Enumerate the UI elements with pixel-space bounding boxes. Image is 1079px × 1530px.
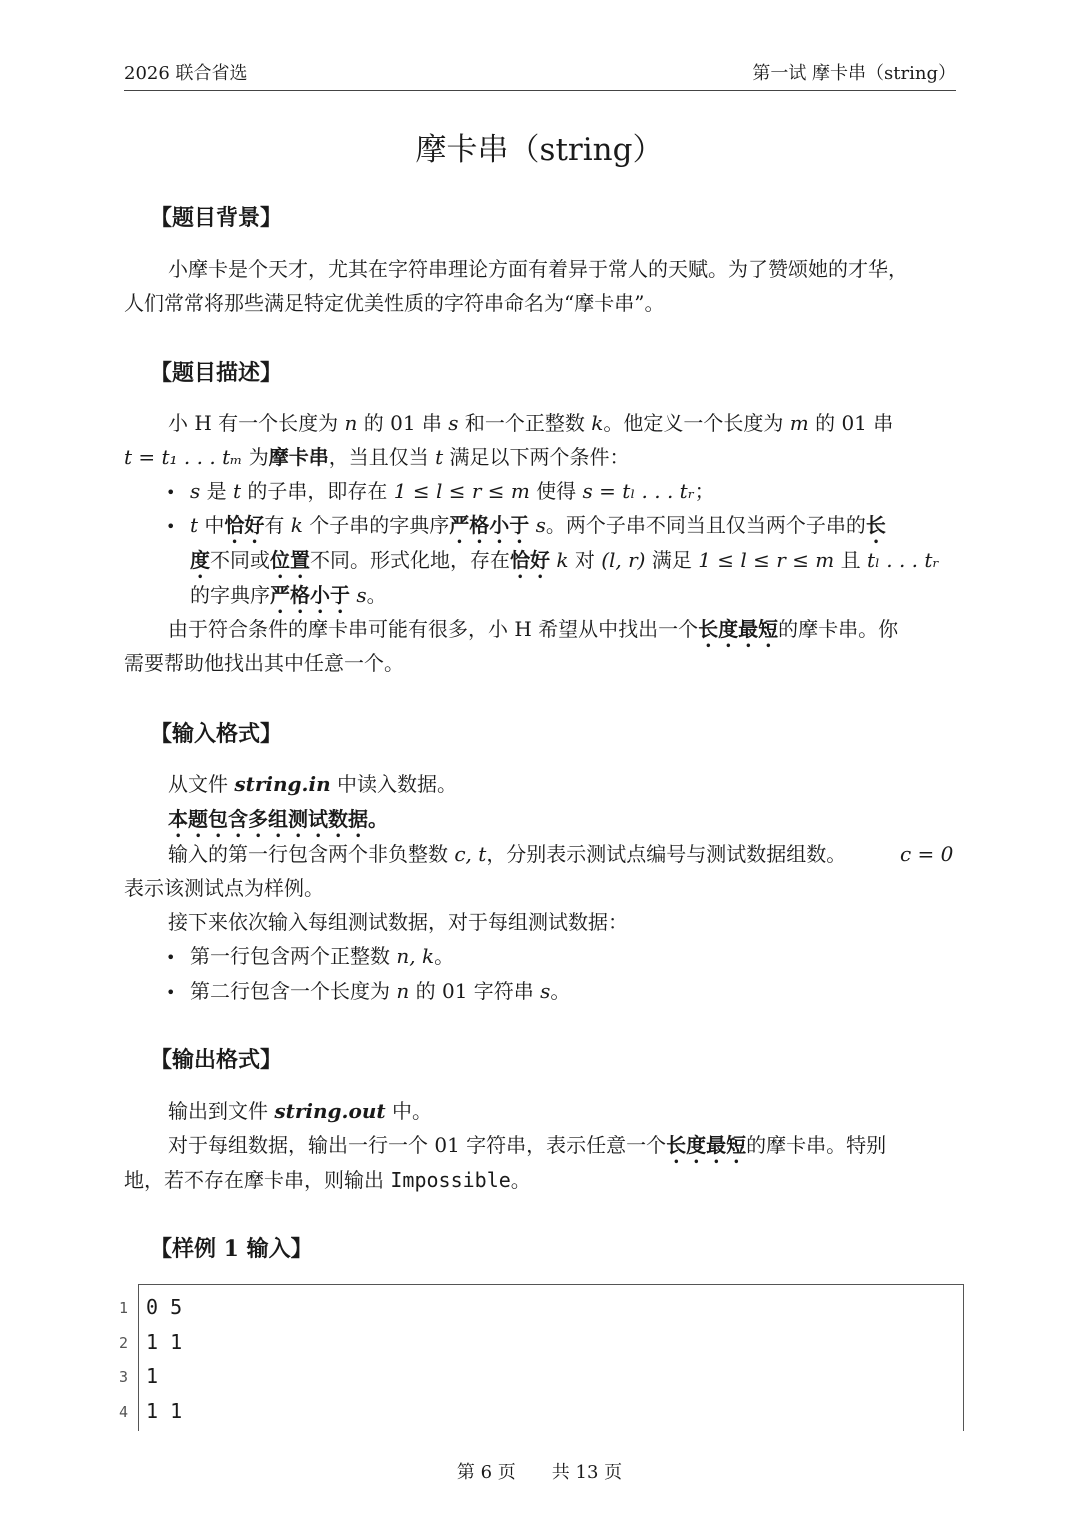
bullet-icon: • — [166, 517, 176, 536]
bullet-icon: • — [166, 483, 176, 502]
section-heading-input: 【输入格式】 — [150, 721, 283, 747]
input-bullet-2: 第二行包含一个长度为 n 的 01 字符串 s。 — [190, 979, 571, 1003]
description-bullet-2-line-3: 的字典序严格小于 s。 — [190, 583, 387, 607]
sample-code-box — [138, 1284, 964, 1431]
description-line-4: 需要帮助他找出其中任意一个。 — [124, 651, 404, 675]
line-number: 1 — [118, 1299, 128, 1317]
code-line: 0 5 — [146, 1295, 183, 1319]
code-line: 1 1 — [146, 1330, 183, 1354]
description-line-2: t = t₁ . . . tₘ 为摩卡串，当且仅当 t 满足以下两个条件： — [124, 445, 630, 469]
output-line-2: 对于每组数据，输出一行一个 01 字符串，表示任意一个长度最短的摩卡串。特别 — [168, 1133, 887, 1157]
header-right: 第一试 摩卡串（string） — [752, 63, 956, 84]
input-line-3: 输入的第一行包含两个非负整数 c, t，分别表示测试点编号与测试数据组数。 — [168, 842, 847, 866]
background-line-1: 小摩卡是个天才，尤其在字符串理论方面有着异于常人的天赋。为了赞颂她的才华， — [168, 257, 908, 281]
section-heading-background: 【题目背景】 — [150, 205, 283, 231]
description-bullet-2-line-2: 度不同或位置不同。形式化地，存在恰好 k 对 (l, r) 满足 1 ≤ l ≤ r ≤ m 且 tₗ . . . tᵣ — [190, 548, 940, 572]
code-line: 1 — [146, 1364, 159, 1388]
header-left: 2026 联合省选 — [124, 63, 248, 84]
input-line-1: 从文件 string.in 中读入数据。 — [168, 772, 457, 796]
page-title: 摩卡串（string） — [415, 132, 664, 168]
line-number: 2 — [118, 1334, 128, 1352]
page-number: 第 6 页 — [456, 1462, 516, 1483]
section-heading-sample: 【样例 1 输入】 — [150, 1236, 313, 1262]
header-rule — [124, 90, 956, 91]
description-line-3: 由于符合条件的摩卡串可能有很多，小 H 希望从中找出一个长度最短的摩卡串。你 — [168, 617, 899, 641]
page-total: 共 13 页 — [551, 1462, 623, 1483]
input-line-4: 表示该测试点为样例。 — [124, 876, 324, 900]
code-line: 1 1 — [146, 1399, 183, 1423]
output-line-1: 输出到文件 string.out 中。 — [168, 1099, 432, 1123]
input-line-3-math: c = 0 — [900, 842, 954, 866]
bullet-icon: • — [166, 948, 176, 967]
input-line-5: 接下来依次输入每组测试数据，对于每组测试数据： — [168, 910, 628, 934]
description-line-1: 小 H 有一个长度为 n 的 01 串 s 和一个正整数 k。他定义一个长度为 m 的 01 串 — [168, 411, 894, 435]
line-number: 3 — [118, 1368, 128, 1386]
output-line-3: 地，若不存在摩卡串，则输出 Impossible。 — [124, 1168, 531, 1192]
input-line-2: 本题包含多组测试数据。 — [168, 807, 388, 831]
bullet-icon: • — [166, 983, 176, 1002]
input-bullet-1: 第一行包含两个正整数 n, k。 — [190, 944, 455, 968]
description-bullet-2-line-1: t 中恰好有 k 个子串的字典序严格小于 s。两个子串不同当且仅当两个子串的长 — [190, 513, 886, 537]
background-line-2: 人们常常将那些满足特定优美性质的字符串命名为“摩卡串”。 — [124, 291, 665, 315]
page-footer — [0, 1458, 1079, 1484]
line-number: 4 — [118, 1403, 128, 1421]
section-heading-output: 【输出格式】 — [150, 1047, 283, 1073]
description-bullet-1: s 是 t 的子串，即存在 1 ≤ l ≤ r ≤ m 使得 s = tₗ . . . tᵣ； — [190, 479, 715, 503]
section-heading-description: 【题目描述】 — [150, 360, 283, 386]
